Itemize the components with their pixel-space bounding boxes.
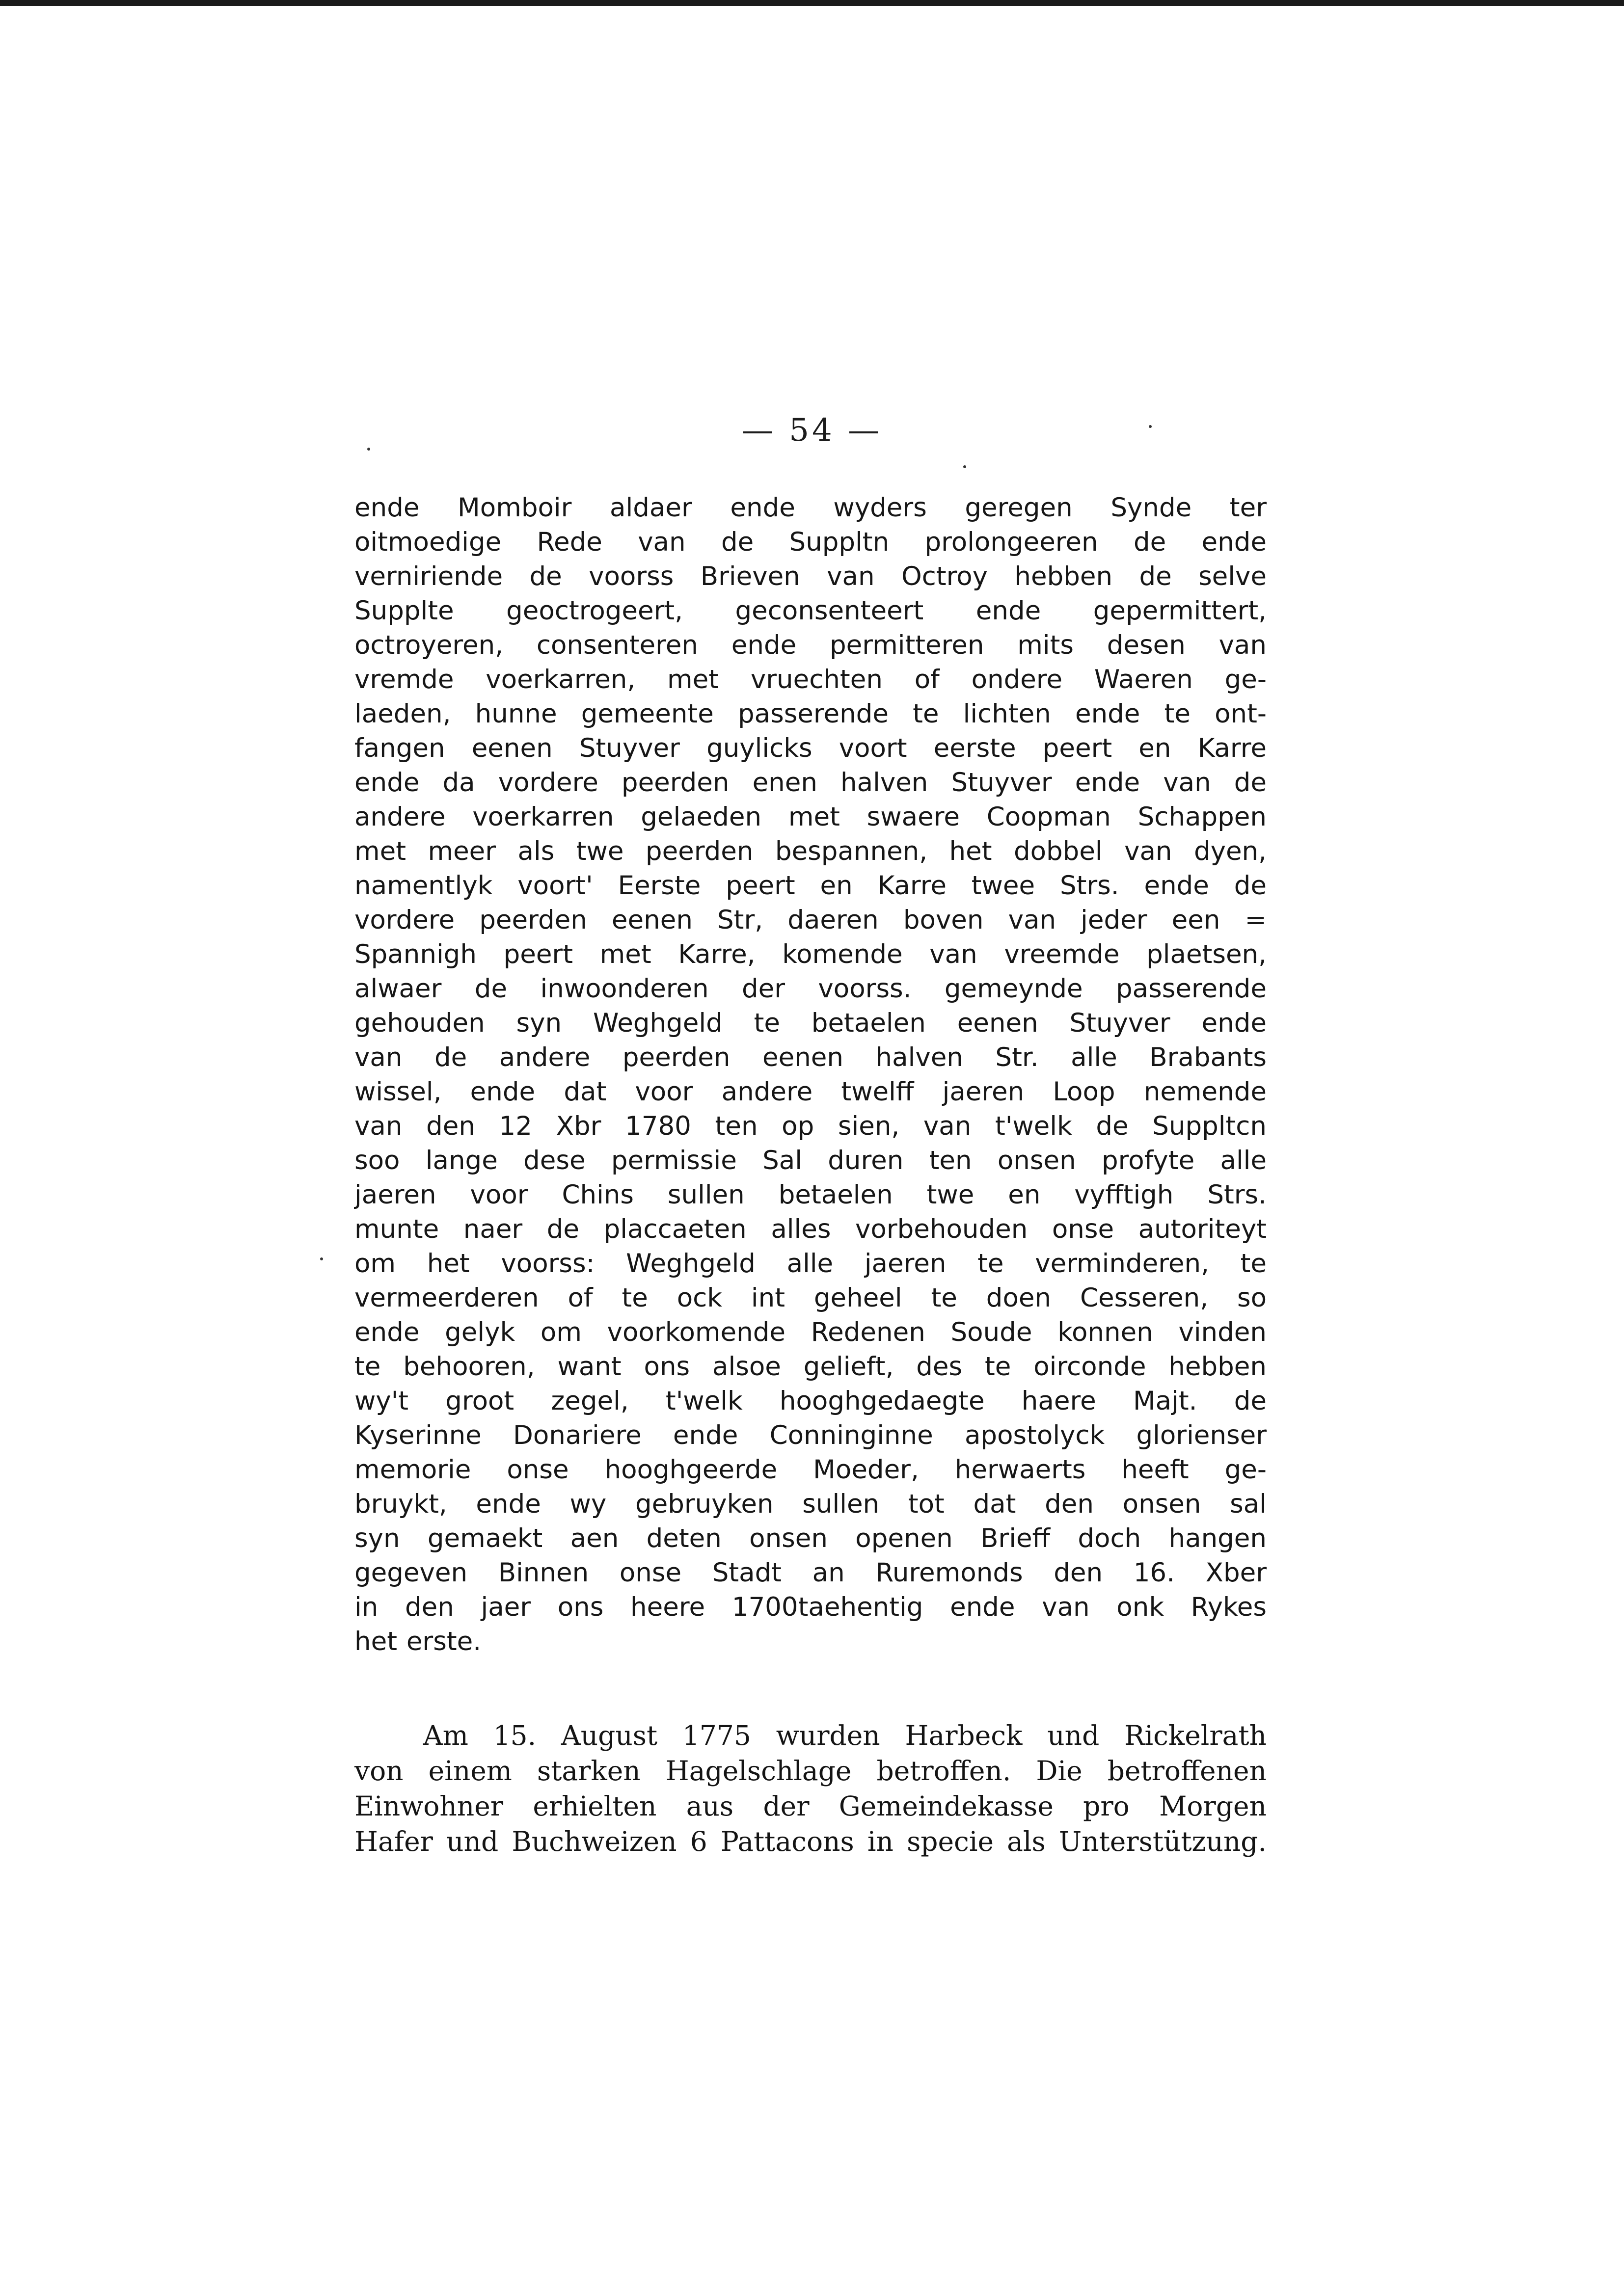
text-line: bruykt, ende wy gebruyken sullen tot dat den onsen sal [354, 1489, 1267, 1519]
text-line: Am 15. August 1775 wurden Harbeck und Rickelrath [423, 1720, 1267, 1751]
scan-speck [963, 465, 966, 468]
text-line: ende gelyk om voorkomende Redenen Soude konnen vinden [354, 1317, 1267, 1347]
text-line: jaeren voor Chins sullen betaelen twe en vyfftigh Strs. [354, 1180, 1267, 1210]
text-line: Hafer und Buchweizen 6 Pattacons in specie als Unterstützung. [354, 1826, 1267, 1857]
text-line: Kyserinne Donariere ende Conninginne apostolyck glorienser [354, 1420, 1267, 1450]
text-line: in den jaer ons heere 1700taehentig ende van onk Rykes [354, 1592, 1267, 1622]
text-line: octroyeren, consenteren ende permitteren mits desen van [354, 630, 1267, 660]
text-line: munte naer de placcaeten alles vorbehouden onse autoriteyt [354, 1214, 1267, 1244]
text-line: vermeerderen of te ock int geheel te doen Cesseren, so [354, 1283, 1267, 1313]
text-line: syn gemaekt aen deten onsen openen Brieff doch hangen [354, 1523, 1267, 1553]
dutch-charter-text [354, 491, 1267, 1659]
text-line: ende Momboir aldaer ende wyders geregen Synde ter [354, 493, 1267, 523]
text-line: te behooren, want ons alsoe gelieft, des te oirconde hebben [354, 1352, 1267, 1382]
text-line: met meer als twe peerden bespannen, het dobbel van dyen, [354, 836, 1267, 866]
text-line: wy't groot zegel, t'welk hooghgedaegte haere Majt. de [354, 1386, 1267, 1416]
text-line: gegeven Binnen onse Stadt an Ruremonds den 16. Xber [354, 1558, 1267, 1588]
page-number: — 54 — [741, 412, 883, 449]
text-line: oitmoedige Rede van de Suppltn prolongeeren de ende [354, 527, 1267, 557]
text-line: memorie onse hooghgeerde Moeder, herwaerts heeft ge- [354, 1455, 1267, 1485]
text-line: andere voerkarren gelaeden met swaere Coopman Schappen [354, 802, 1267, 832]
text-line: von einem starken Hagelschlage betroffen. Die betroffenen [354, 1755, 1267, 1787]
text-line: van de andere peerden eenen halven Str. alle Brabants [354, 1042, 1267, 1072]
german-paragraph [354, 1718, 1267, 1859]
top-edge-rule [0, 0, 1624, 6]
text-line: Spannigh peert met Karre, komende van vreemde plaetsen, [354, 939, 1267, 969]
text-line: vordere peerden eenen Str, daeren boven van jeder een = [354, 905, 1267, 935]
text-line: ende da vordere peerden enen halven Stuyver ende van de [354, 768, 1267, 798]
text-line: laeden, hunne gemeente passerende te lichten ende te ont- [354, 699, 1267, 729]
text-line: alwaer de inwoonderen der voorss. gemeynde passerende [354, 974, 1267, 1004]
scan-speck [320, 1257, 323, 1260]
text-line: Supplte geoctrogeert, geconsenteert ende gepermittert, [354, 596, 1267, 626]
text-line: verniriende de voorss Brieven van Octroy hebben de selve [354, 561, 1267, 591]
text-line: gehouden syn Weghgeld te betaelen eenen Stuyver ende [354, 1008, 1267, 1038]
text-line: het erste. [354, 1627, 482, 1656]
text-line: soo lange dese permissie Sal duren ten onsen profyte alle [354, 1146, 1267, 1175]
text-line: van den 12 Xbr 1780 ten op sien, van t'welk de Suppltcn [354, 1111, 1267, 1141]
text-line: namentlyk voort' Eerste peert en Karre twee Strs. ende de [354, 871, 1267, 901]
text-line: fangen eenen Stuyver guylicks voort eerste peert en Karre [354, 733, 1267, 763]
text-line: om het voorss: Weghgeld alle jaeren te verminderen, te [354, 1249, 1267, 1279]
text-line: wissel, ende dat voor andere twelff jaeren Loop nemende [354, 1077, 1267, 1107]
text-line: Einwohner erhielten aus der Gemeindekasse pro Morgen [354, 1790, 1267, 1822]
text-line: vremde voerkarren, met vruechten of ondere Waeren ge- [354, 665, 1267, 694]
